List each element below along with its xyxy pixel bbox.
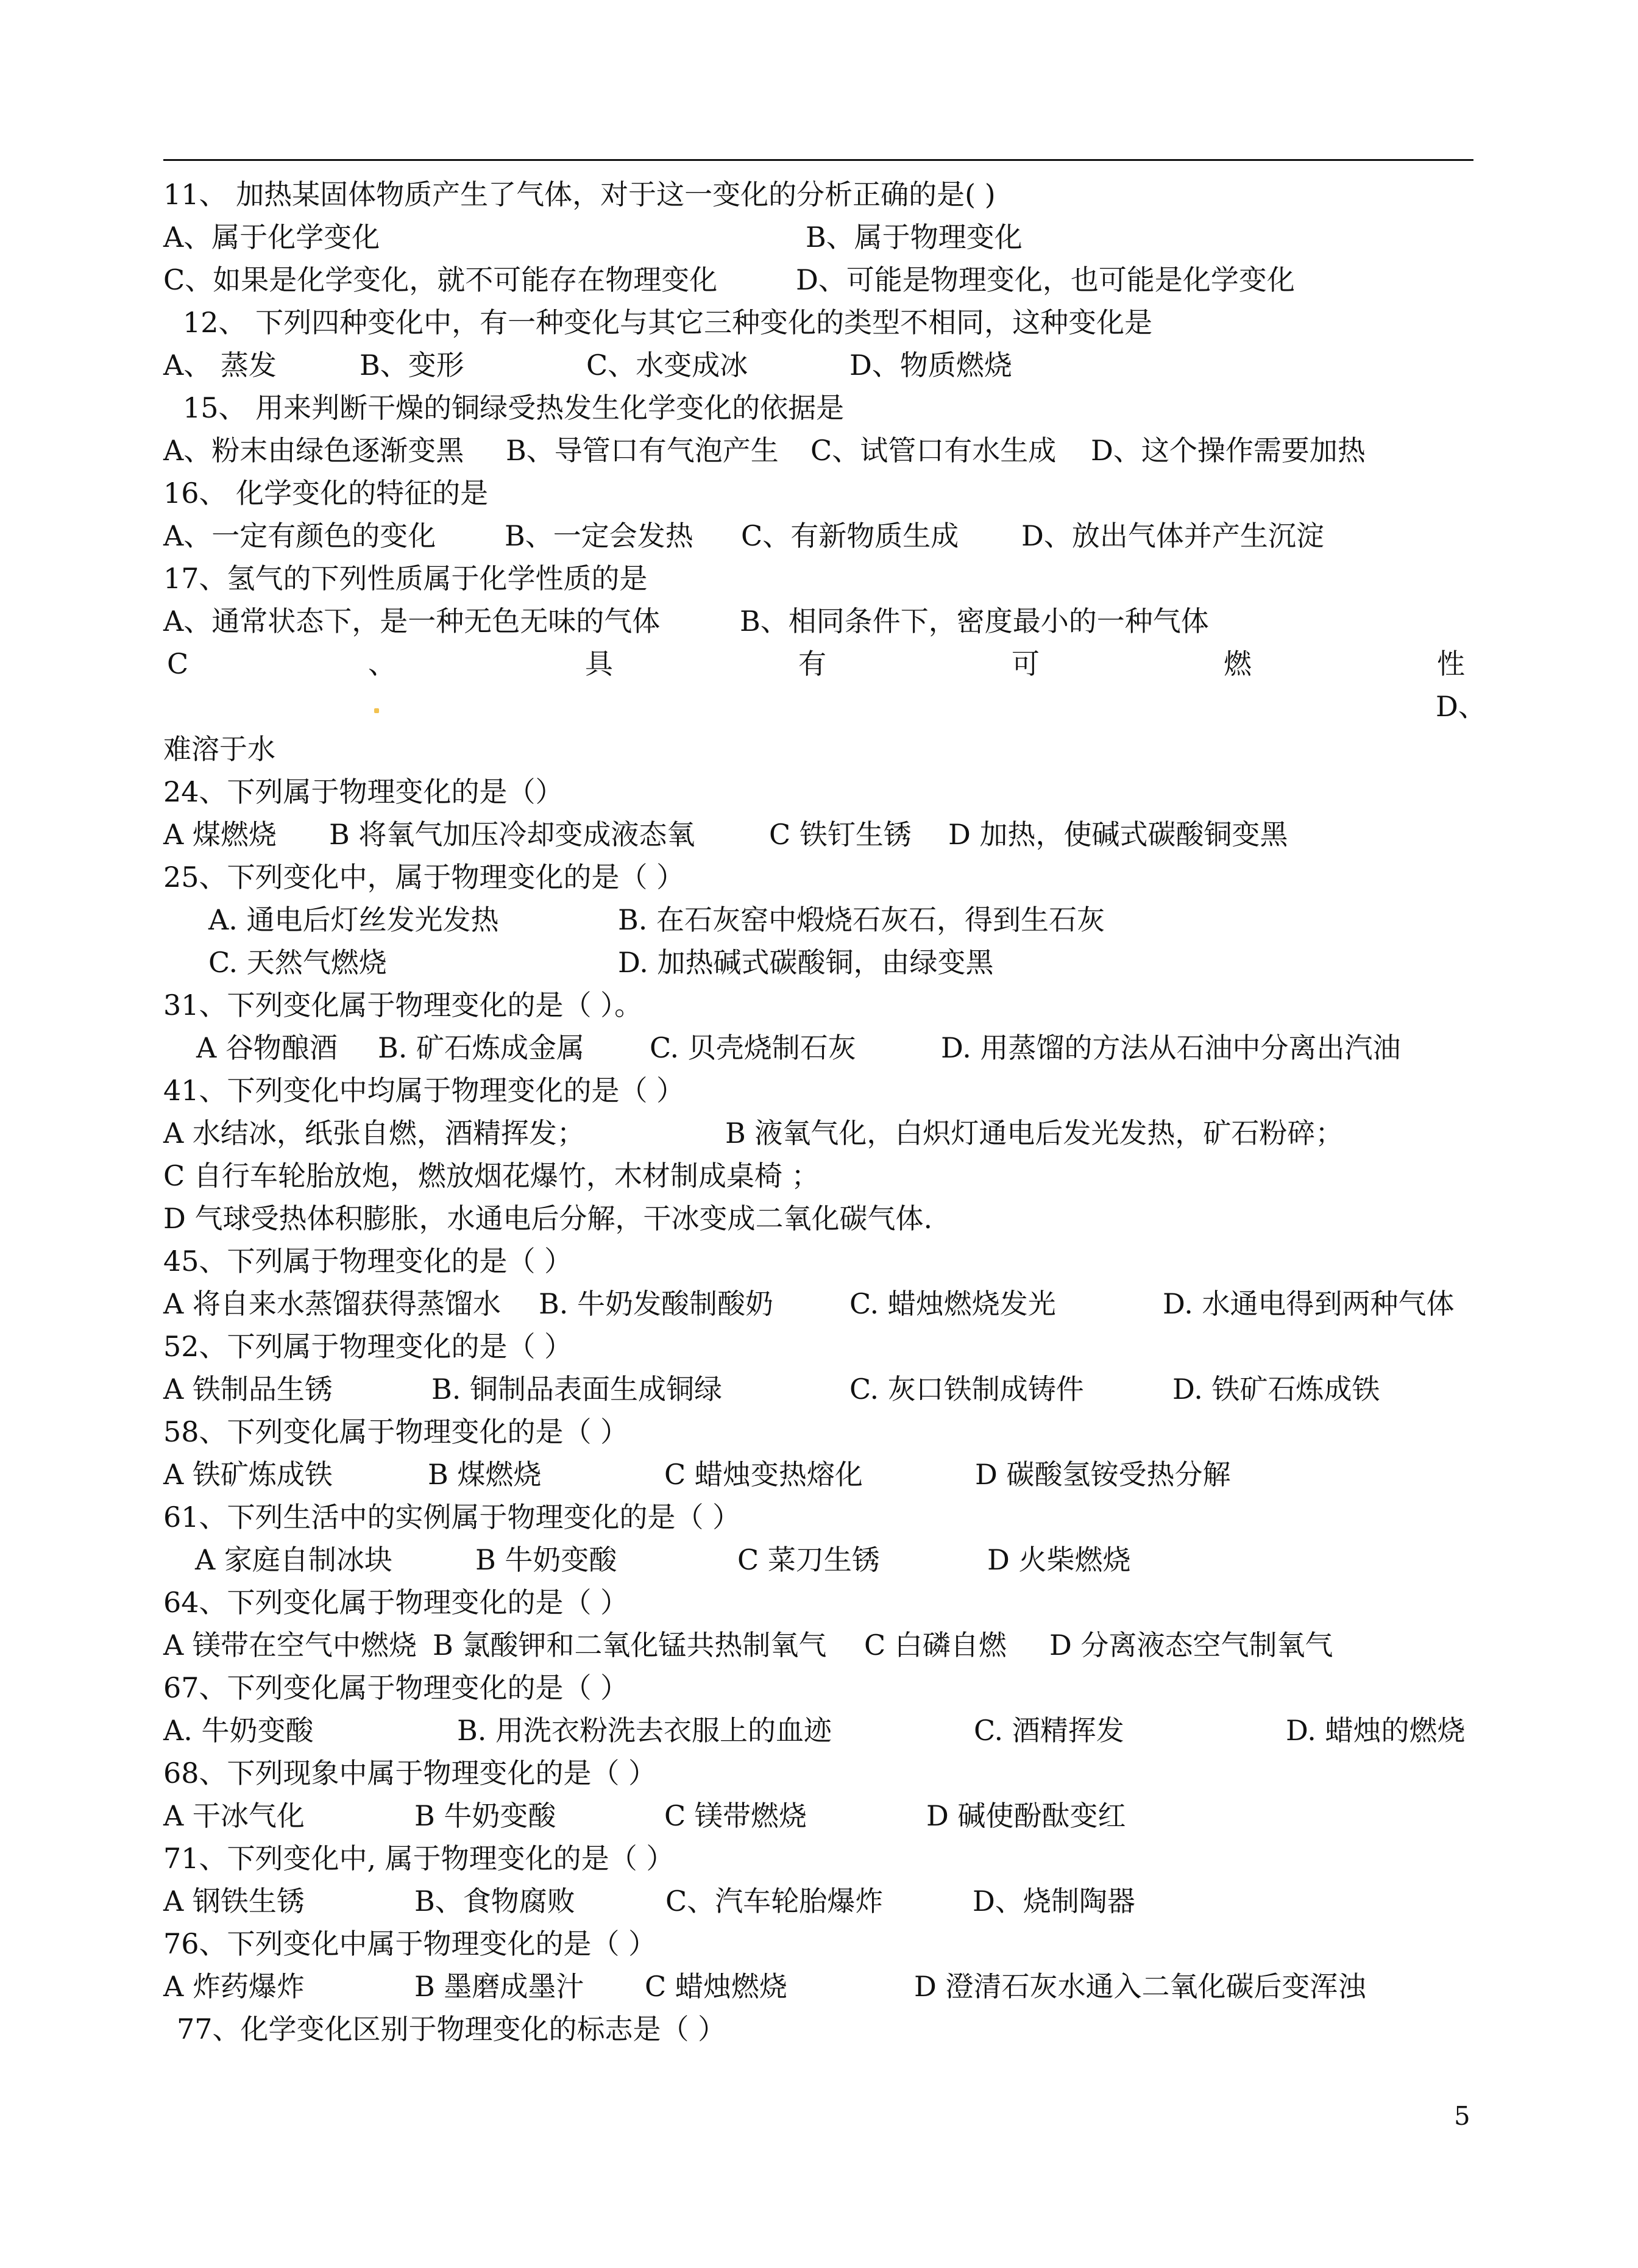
question-text: A 水结冰，纸张自燃，酒精挥发； [163, 1117, 585, 1150]
option-text: C. 贝壳烧制石灰 [650, 1031, 856, 1064]
option-text: C、试管口有水生成 [810, 434, 1057, 467]
option-text: D 碳酸氢铵受热分解 [975, 1458, 1231, 1491]
question-text: 52、下列属于物理变化的是（ ） [163, 1330, 573, 1363]
text-line [0, 1496, 1638, 1538]
text-line [0, 344, 1638, 386]
text-line [0, 557, 1638, 600]
question-text: 71、下列变化中, 属于物理变化的是（ ） [163, 1842, 675, 1875]
text-line [0, 1922, 1638, 1965]
option-text: D 澄清石灰水通入二氧化碳后变浑浊 [914, 1970, 1366, 2003]
option-text: C、水变成冰 [586, 349, 748, 382]
option-text: 可 [1012, 647, 1040, 680]
option-text: C 蜡烛燃烧 [645, 1970, 787, 2003]
question-text: C. 天然气燃烧 [208, 946, 387, 979]
option-text: B、一定会发热 [505, 519, 693, 552]
question-text: 61、下列生活中的实例属于物理变化的是（ ） [163, 1501, 741, 1534]
option-text: D 碱使酚酞变红 [926, 1799, 1126, 1832]
question-text: 12、 下列四种变化中，有一种变化与其它三种变化的类型不相同，这种变化是 [183, 306, 1153, 339]
question-text: 24、下列属于物理变化的是（） [163, 775, 564, 808]
option-text: B、相同条件下，密度最小的一种气体 [740, 605, 1209, 638]
option-text: D、放出气体并产生沉淀 [1021, 519, 1324, 552]
text-line [0, 984, 1638, 1026]
option-text: 燃 [1224, 647, 1252, 680]
option-text: D. 铁矿石炼成铁 [1172, 1373, 1380, 1406]
text-line [0, 1282, 1638, 1325]
option-text: D. 水通电得到两种气体 [1163, 1287, 1455, 1320]
text-line [0, 1581, 1638, 1624]
option-text: B 氯酸钾和二氧化锰共热制氧气 [433, 1629, 827, 1662]
text-line [0, 1965, 1638, 2008]
option-text: D 加热，使碱式碳酸铜变黑 [948, 818, 1288, 851]
text-line [0, 301, 1638, 344]
option-text: B、属于物理变化 [806, 221, 1023, 254]
text-line [0, 1410, 1638, 1453]
option-text: B 墨磨成墨汁 [414, 1970, 584, 2003]
text-line [0, 1837, 1638, 1880]
text-line [0, 1112, 1638, 1154]
question-text: C 自行车轮胎放炮，燃放烟花爆竹，木材制成桌椅 ； [163, 1159, 820, 1192]
option-text: B、变形 [360, 349, 464, 382]
option-text: 、 [368, 647, 396, 680]
text-line [0, 685, 1638, 728]
text-line [0, 1240, 1638, 1282]
question-text: A 干冰气化 [163, 1799, 305, 1832]
text-line [0, 642, 1638, 685]
question-text: A 铁矿炼成铁 [163, 1458, 333, 1491]
option-text: C 菜刀生锈 [737, 1543, 880, 1576]
text-line [0, 813, 1638, 856]
text-line [0, 1794, 1638, 1837]
option-text: C、有新物质生成 [741, 519, 959, 552]
text-line [0, 514, 1638, 557]
option-text: C. 蜡烛燃烧发光 [849, 1287, 1056, 1320]
text-line [0, 1368, 1638, 1410]
text-line [0, 1709, 1638, 1752]
text-line [0, 2008, 1638, 2050]
text-line [0, 1325, 1638, 1368]
option-text: B. 牛奶发酸制酸奶 [539, 1287, 774, 1320]
text-line [0, 728, 1638, 770]
question-text: A 谷物酿酒 [196, 1031, 338, 1064]
question-text: D、 [1436, 690, 1486, 723]
option-text: C、汽车轮胎爆炸 [665, 1885, 884, 1918]
text-line [0, 1538, 1638, 1581]
option-text: B 液氧气化，白炽灯通电后发光发热，矿石粉碎； [725, 1117, 1344, 1150]
option-text: B. 矿石炼成金属 [378, 1031, 585, 1064]
question-text: A. 通电后灯丝发光发热 [208, 903, 499, 936]
question-text: 64、下列变化属于物理变化的是（ ） [163, 1586, 629, 1619]
option-text: D. 加热碱式碳酸铜，由绿变黑 [618, 946, 994, 979]
text-line [0, 1880, 1638, 1922]
text-line [0, 898, 1638, 941]
text-line [0, 386, 1638, 429]
question-text: 11、 加热某固体物质产生了气体，对于这一变化的分析正确的是( ) [163, 178, 996, 211]
text-line [0, 770, 1638, 813]
option-text: B. 在石灰窑中煅烧石灰石，得到生石灰 [618, 903, 1105, 936]
question-text: 67、下列变化属于物理变化的是（ ） [163, 1671, 629, 1704]
question-text: 难溶于水 [163, 733, 275, 766]
option-text: B 将氧气加压冷却变成液态氧 [329, 818, 695, 851]
question-text: 68、下列现象中属于物理变化的是（ ） [163, 1757, 657, 1790]
option-text: D、这个操作需要加热 [1091, 434, 1366, 467]
option-text: C 铁钉生锈 [769, 818, 912, 851]
question-text: A 煤燃烧 [163, 818, 277, 851]
text-line [0, 258, 1638, 301]
text-line [0, 429, 1638, 472]
option-text: 性 [1437, 647, 1465, 680]
option-text: 具 [585, 647, 613, 680]
text-line [0, 216, 1638, 258]
page-number: 5 [1454, 2101, 1470, 2131]
option-text: B 煤燃烧 [428, 1458, 542, 1491]
option-text: C 蜡烛变热熔化 [664, 1458, 863, 1491]
text-line [0, 472, 1638, 514]
question-text: 77、化学变化区别于物理变化的标志是（ ） [177, 2013, 726, 2046]
option-text: B 牛奶变酸 [414, 1799, 556, 1832]
text-line [0, 1197, 1638, 1240]
question-text: 58、下列变化属于物理变化的是（ ） [163, 1415, 629, 1448]
question-text: C、如果是化学变化，就不可能存在物理变化 [163, 263, 718, 296]
text-line [0, 941, 1638, 984]
text-line [0, 1453, 1638, 1496]
option-text: D. 用蒸馏的方法从石油中分离出汽油 [941, 1031, 1401, 1064]
option-text: D 火柴燃烧 [987, 1543, 1131, 1576]
question-text: A、属于化学变化 [163, 221, 380, 254]
question-text: A. 牛奶变酸 [163, 1714, 314, 1747]
option-text: D、可能是物理变化，也可能是化学变化 [796, 263, 1295, 296]
option-text: 有 [798, 647, 826, 680]
option-text: C. 灰口铁制成铸件 [849, 1373, 1084, 1406]
option-text: C. 酒精挥发 [974, 1714, 1124, 1747]
text-line [0, 600, 1638, 642]
question-text: A 铁制品生锈 [163, 1373, 333, 1406]
question-text: C [167, 647, 189, 680]
question-text: A、 蒸发 [163, 349, 277, 382]
question-text: 16、 化学变化的特征的是 [163, 477, 489, 510]
question-text: A、通常状态下，是一种无色无味的气体 [163, 605, 661, 638]
question-text: D 气球受热体积膨胀，水通电后分解，干冰变成二氧化碳气体. [163, 1202, 933, 1235]
question-text: 45、下列属于物理变化的是（ ） [163, 1245, 573, 1278]
question-text: A 家庭自制冰块 [195, 1543, 392, 1576]
option-text: C 白磷自燃 [864, 1629, 1007, 1662]
text-line [0, 1026, 1638, 1069]
question-text: 41、下列变化中均属于物理变化的是（ ） [163, 1074, 685, 1107]
text-line [0, 1069, 1638, 1112]
option-text: D. 蜡烛的燃烧 [1286, 1714, 1466, 1747]
option-text: B 牛奶变酸 [475, 1543, 617, 1576]
option-text: D、物质燃烧 [849, 349, 1012, 382]
question-text: A 炸药爆炸 [163, 1970, 305, 2003]
header-rule [163, 159, 1473, 161]
question-text: 76、下列变化中属于物理变化的是（ ） [163, 1927, 657, 1960]
text-line [0, 173, 1638, 216]
text-line [0, 856, 1638, 898]
question-text: 17、氢气的下列性质属于化学性质的是 [163, 562, 648, 595]
text-line [0, 1752, 1638, 1794]
question-text: 15、 用来判断干燥的铜绿受热发生化学变化的依据是 [183, 391, 845, 424]
question-text: A、粉末由绿色逐渐变黑 [163, 434, 464, 467]
option-text: D、烧制陶器 [973, 1885, 1135, 1918]
text-line [0, 1666, 1638, 1709]
option-text: B、食物腐败 [414, 1885, 575, 1918]
question-text: 31、下列变化属于物理变化的是（ ）。 [163, 989, 643, 1022]
option-text: B. 用洗衣粉洗去衣服上的血迹 [457, 1714, 832, 1747]
option-text: B、导管口有气泡产生 [506, 434, 779, 467]
question-text: A 镁带在空气中燃烧 [163, 1629, 417, 1662]
option-text: B. 铜制品表面生成铜绿 [431, 1373, 723, 1406]
question-text: 25、下列变化中，属于物理变化的是（ ） [163, 861, 685, 894]
question-text: A 将自来水蒸馏获得蒸馏水 [163, 1287, 501, 1320]
option-text: C 镁带燃烧 [664, 1799, 807, 1832]
text-line [0, 1624, 1638, 1666]
question-text: A、一定有颜色的变化 [163, 519, 436, 552]
option-text: D 分离液态空气制氧气 [1049, 1629, 1333, 1662]
text-line [0, 1154, 1638, 1197]
question-text: A 钢铁生锈 [163, 1885, 305, 1918]
